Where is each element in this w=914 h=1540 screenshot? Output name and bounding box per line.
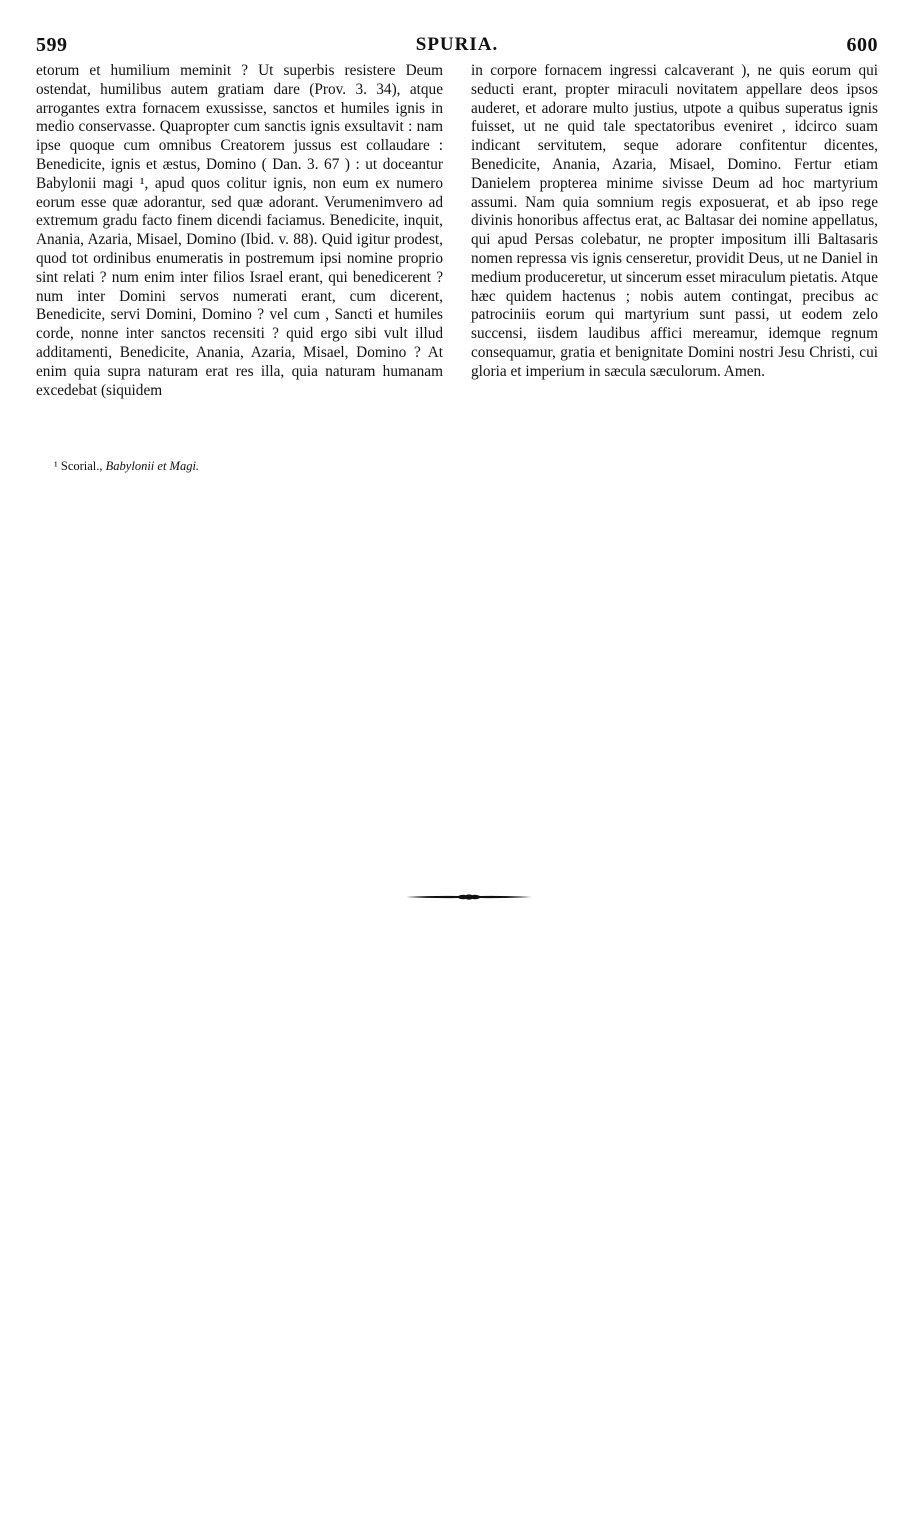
footnote-marker: ¹ xyxy=(54,459,58,473)
left-column xyxy=(36,62,443,400)
running-title: SPURIA. xyxy=(415,34,499,55)
horizontal-rule-ornament-icon xyxy=(406,889,532,905)
footnote-source: Scorial., xyxy=(60,459,103,473)
page-number-left: 599 xyxy=(36,34,68,56)
footnote xyxy=(54,458,199,474)
page-number-right: 600 xyxy=(846,34,878,56)
footnote-text: Babylonii et Magi. xyxy=(105,459,200,473)
right-column-text: in corpore fornacem ingressi calcaverant ), ne quis eorum qui seducti erant, propter miraculi novitatem appellare deos ipsos auderet, et adorare multo justius, utpote a quibus superatus ignis fuisset, ut ne quid tale spectatoribus eveniret , idcirco suam indicant servitutem, seque adorare confitentur dicentes, Benedicite, Anania, Azaria, Misael, Domino. Fertur etiam Danielem propterea minime sivisse Deum ad hoc martyrium assumi. Nam quia somnium regis exposuerat, et ab ipso rege divinis honoribus affectus erat, ac Baltasar dei nomine appellatus, qui apud Persas colebatur, ne propter impositum illi Baltasaris nomen repressa vis ignis censeretur, providit Deus, ut ne Daniel in medium produceretur, ut sincerum esset miraculum pietatis. Atque hæc quidem hactenus ; nobis autem contingat, precibus ac patrociniis eorum qui martyrium sunt passi, ut eodem zelo succensi, iisdem laudibus affici mereamur, idemque regnum consequamur, gratia et benignitate Domini nostri Jesu Christi, cui gloria et imperium in sæcula sæculorum. Amen. xyxy=(471,62,878,380)
right-column xyxy=(471,62,878,382)
left-column-text: etorum et humilium meminit ? Ut superbis resistere Deum ostendat, humilibus autem gratiam dare (Prov. 3. 34), atque arrogantes extra fornacem exussisse, sanctos et humiles ignis in medio conservasse. Quapropter cum sanctis ignis exsultavit : nam ipse quoque cum omnibus Creatorem jussus est collaudare : Benedicite, ignis et æstus, Domino ( Dan. 3. 67 ) : ut doceantur Babylonii magi ¹, apud quos colitur ignis, non eum ex numero eorum esse quæ adorantur, sed quæ adorant. Verumenimvero ad extremum gradu facto finem dicendi faciamus. Benedicite, inquit, Anania, Azaria, Misael, Domino (Ibid. v. 88). Quid igitur prodest, quod tot ordinibus enumeratis in postremum ipsi nomine proprio sint relati ? num enim inter filios Israel erant, qui benedicerent ? num inter Domini servos numerati erant, cum dicerent, Benedicite, servi Domini, Domino ? vel cum , Sancti et humiles corde, nonne inter sanctos recensiti ? quid ergo sibi vult illud additamenti, Benedicite, Anania, Azaria, Misael, Domino ? At enim quia supra naturam erat res illa, quia naturam humanam excedebat (siquidem xyxy=(36,62,443,399)
page-header xyxy=(36,34,878,60)
